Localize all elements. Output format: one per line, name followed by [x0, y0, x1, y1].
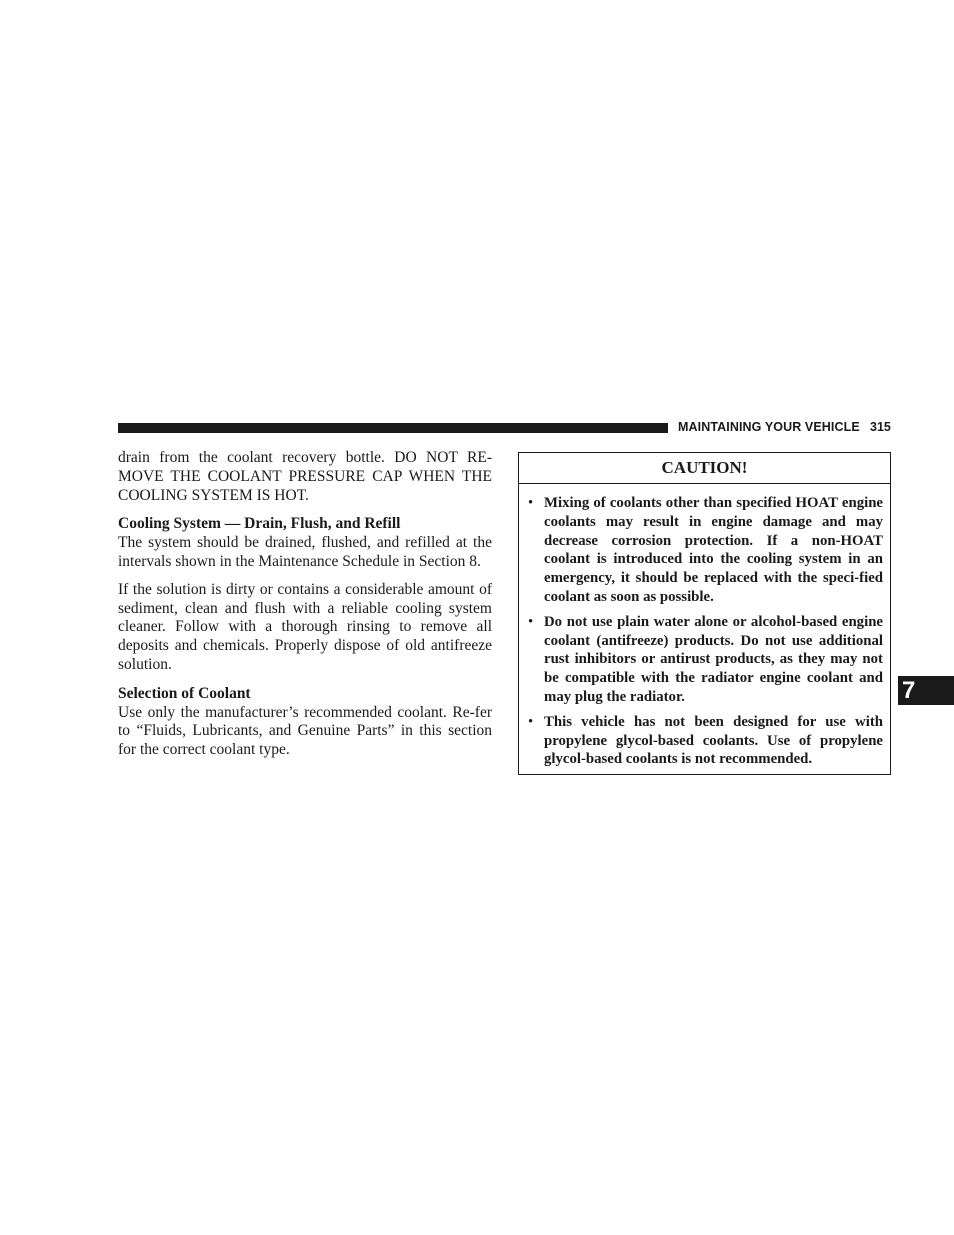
- caution-list: [519, 484, 890, 769]
- heading-selection-of-coolant: Selection of Coolant: [118, 684, 251, 702]
- continued-paragraph: drain from the coolant recovery bottle. DO NOT RE-MOVE THE COOLANT PRESSURE CAP WHEN THE COOLING SYSTEM IS HOT.: [118, 449, 492, 504]
- caution-item: [519, 713, 883, 769]
- caution-title: CAUTION!: [519, 453, 890, 484]
- paragraph-drain-interval: The system should be drained, flushed, and refilled at the intervals shown in the Maintenance Schedule in Section 8.: [118, 534, 492, 570]
- heading-drain-flush-refill: Cooling System — Drain, Flush, and Refill: [118, 515, 401, 533]
- bullet-icon: •: [528, 495, 534, 511]
- caution-item-text: This vehicle has not been designed for use with propylene glycol-based coolants. Use of propylene glycol-based coolants is not recommended.: [544, 713, 883, 768]
- section-title: MAINTAINING YOUR VEHICLE: [678, 420, 860, 434]
- left-column: [118, 449, 492, 760]
- bullet-icon: •: [528, 613, 534, 630]
- page-number: 315: [870, 420, 891, 434]
- bullet-icon: •: [528, 713, 534, 730]
- chapter-tab: 7: [898, 676, 954, 705]
- paragraph-recommended-coolant: Use only the manufacturer’s recommended coolant. Re-fer to “Fluids, Lubricants, and Genuine Parts” in this section for the correct coolant type.: [118, 703, 492, 759]
- paragraph-dirty-solution: If the solution is dirty or contains a considerable amount of sediment, clean and flush with a reliable cooling system cleaner. Follow with a thorough rinsing to remove all deposits and chemicals. Properly dispose of old antifreeze solution.: [118, 580, 492, 673]
- caution-item-text: Do not use plain water alone or alcohol-based engine coolant (antifreeze) products. Do not use additional rust inhibitors or antirust products, as they may not be compatible with the radiator engine coolant and may plug the radiator.: [544, 613, 883, 705]
- caution-box: [518, 452, 891, 775]
- header-rule: [118, 423, 668, 433]
- caution-item: [519, 494, 883, 607]
- caution-item: [519, 613, 883, 707]
- caution-item-text: Mixing of coolants other than specified HOAT engine coolants may result in engine damage and may decrease corrosion protection. If a non-HOAT coolant is introduced into the cooling system in an emergency, it should be replaced with the speci-fied coolant as soon as possible.: [544, 495, 883, 605]
